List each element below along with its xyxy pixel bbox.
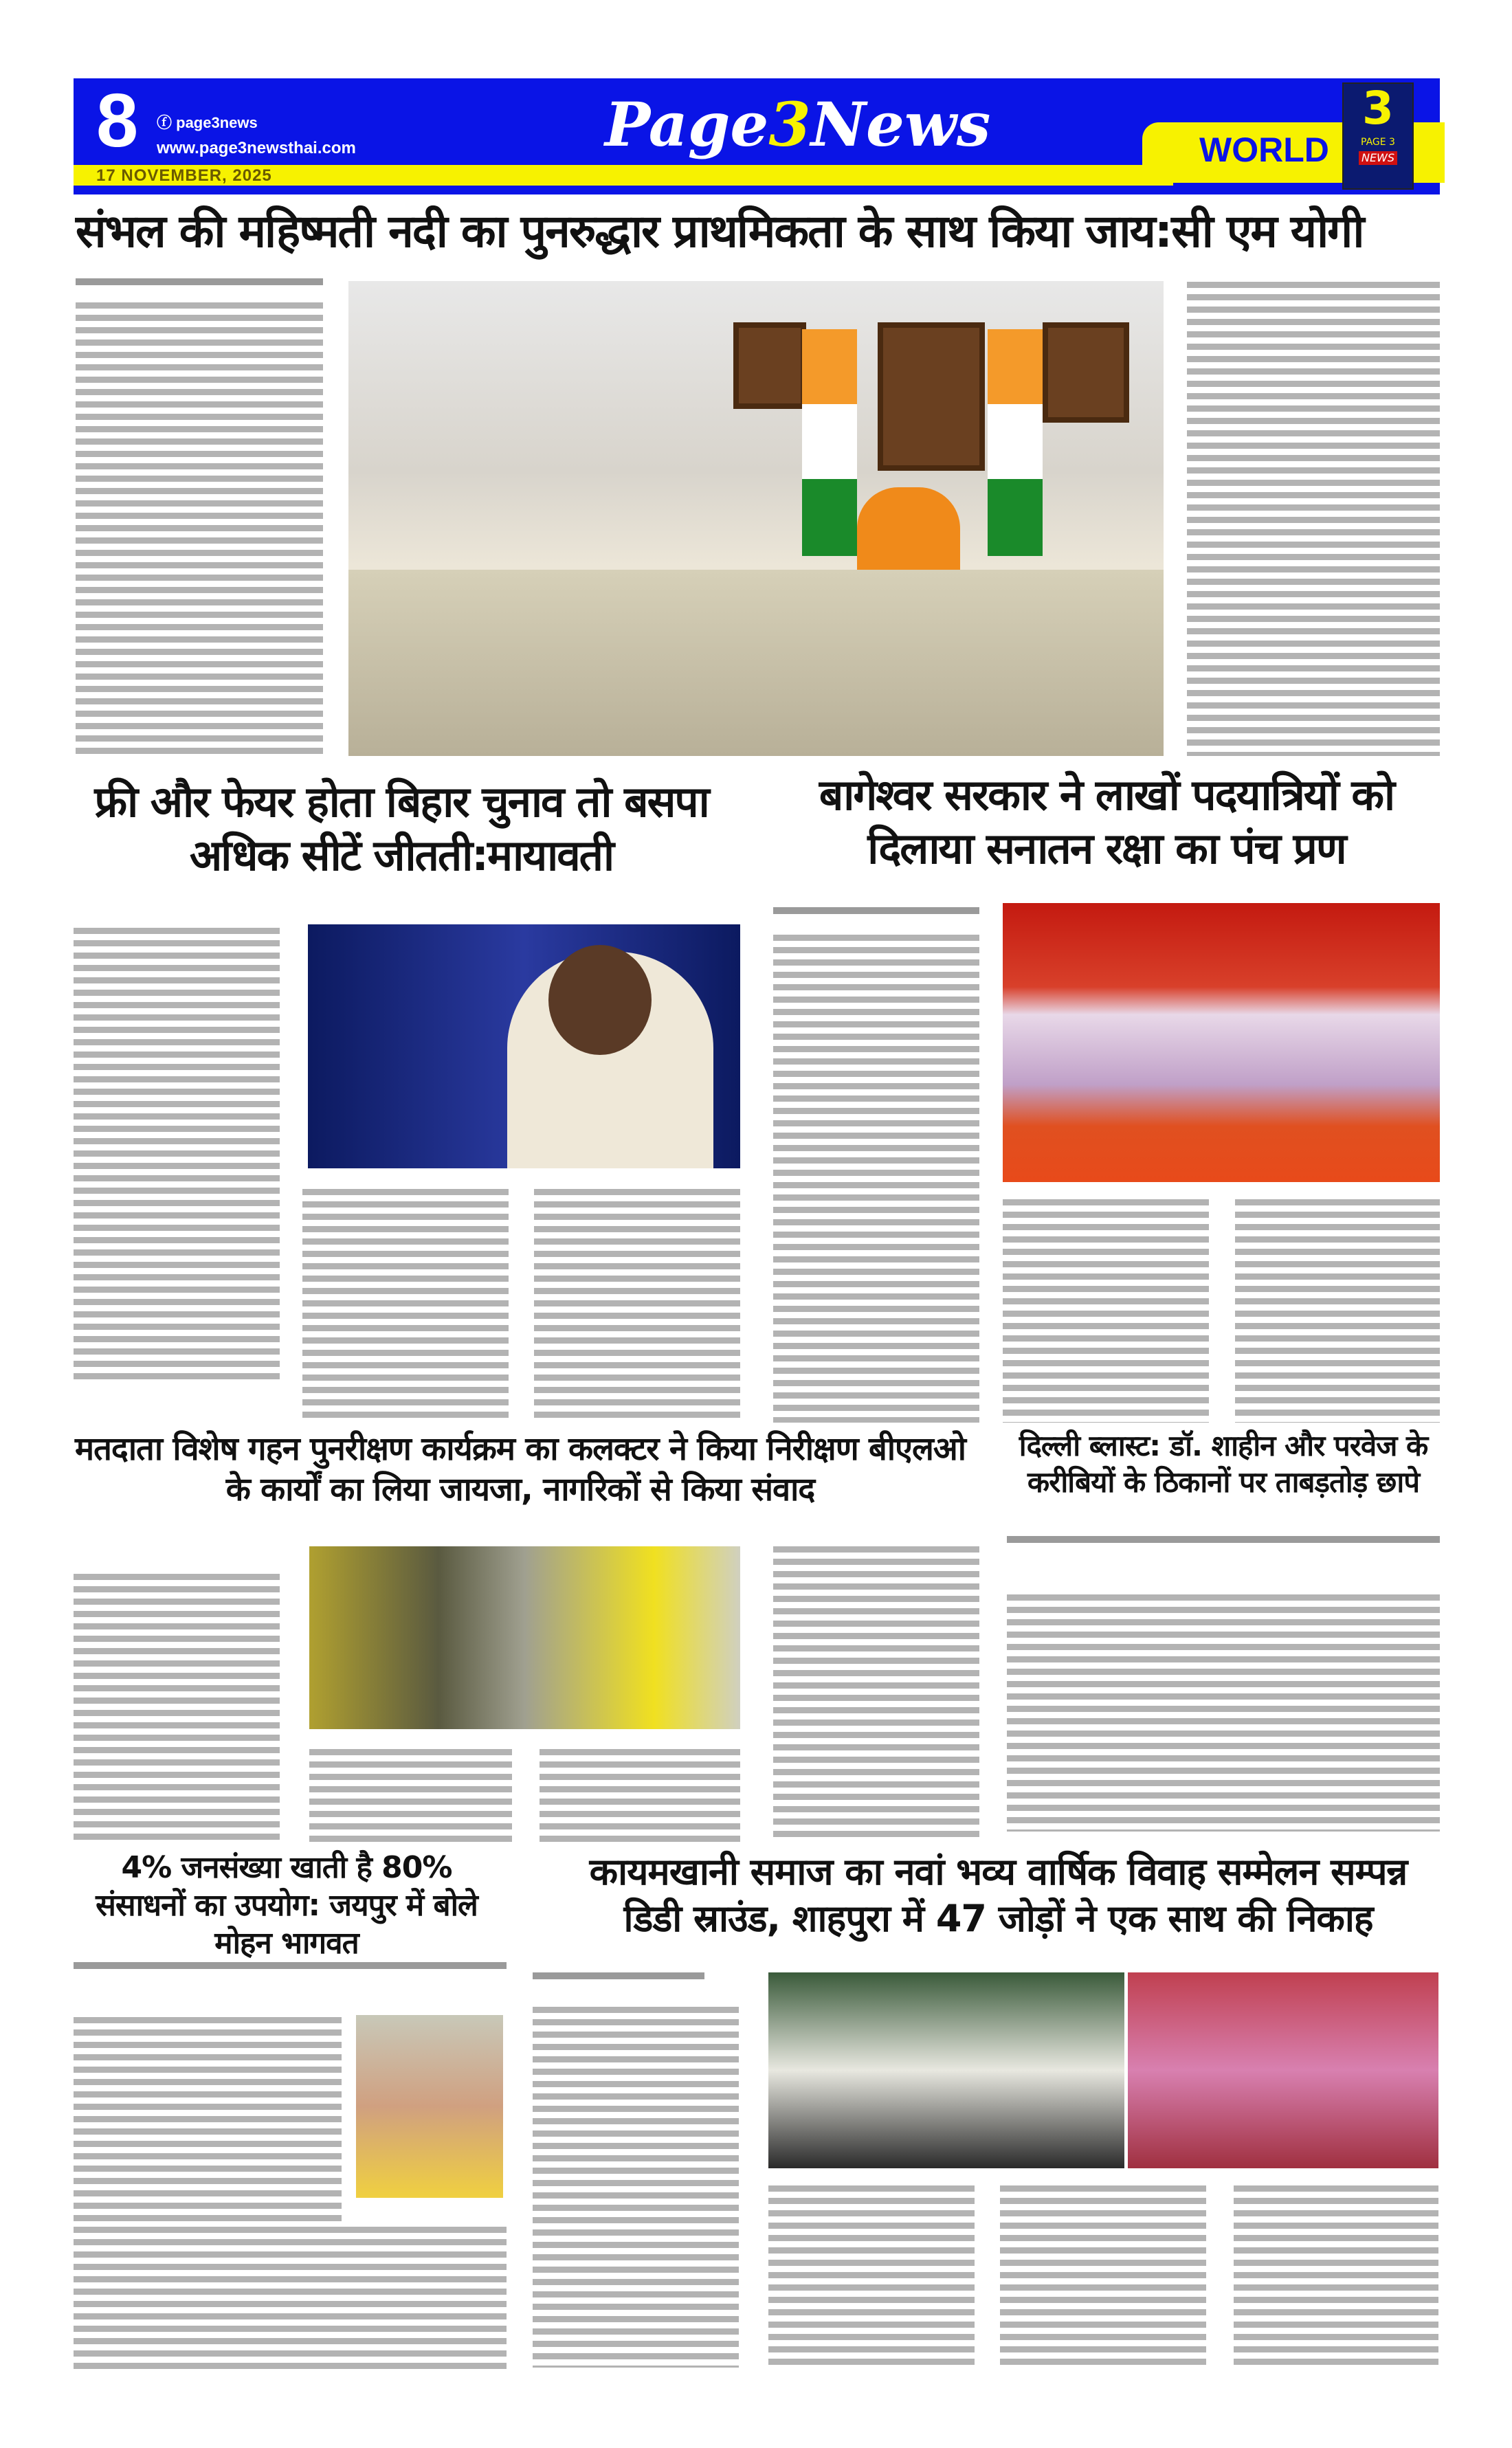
story-photo [1128,1972,1438,2168]
story-text-column [1235,1199,1440,1423]
story-text-column [768,2185,975,2368]
story-headline: फ्री और फेयर होता बिहार चुनाव तो बसपा अधिक सीटें जीतती:मायावती [94,777,709,880]
story-headline: बागेश्वर सरकार ने लाखों पदयात्रियों को दिलाया सनातन रक्षा का पंच प्रण [819,770,1394,874]
story-text-column [74,928,280,1381]
masthead-rule [74,190,1440,194]
badge-number: 3 [1362,82,1394,135]
story-text-column [74,1574,280,1842]
page-number: 8 [96,78,139,163]
story-text-column [1234,2185,1438,2368]
story-headline: दिल्ली ब्लास्ट: डॉ. शाहीन और परवेज के करीबियों के ठिकानों पर ताबड़तोड़ छापे [1019,1429,1428,1499]
story-text-column [533,2007,739,2368]
flag [802,329,857,556]
page3-badge-logo [1342,82,1414,190]
logo-part: 3 [768,89,811,160]
flag [988,329,1043,556]
story-text-column [773,1546,979,1842]
story-photo [308,924,740,1168]
story-text-column [534,1189,740,1423]
story-text-column [1003,1199,1209,1423]
logo-part: News [810,89,991,160]
section-label: WORLD [1199,131,1329,169]
story-text-column [309,1749,512,1842]
website-url: www.page3newsthai.com [157,139,356,157]
social-handle-text: page3news [176,114,258,131]
story-text-column [1007,1594,1440,1832]
facebook-icon: ⓕ [157,114,177,131]
byline [533,1972,704,1979]
byline [74,1962,507,1969]
story-headline: मतदाता विशेष गहन पुनरीक्षण कार्यक्रम का कलक्टर ने किया निरीक्षण बीएलओ के कार्यों का लिया जायजा, नागरिकों से किया संवाद [75,1430,966,1509]
badge-line: NEWS [1359,151,1397,165]
story-headline: कायमखानी समाज का नवां भव्य वार्षिक विवाह सम्मेलन सम्पन्न डिडी स्राउंड, शाहपुरा में 47 जोड़ों ने एक साथ की निकाह [589,1850,1408,1940]
story-text-column [74,2227,507,2374]
story-headline: संभल की महिष्मती नदी का पुनरुद्धार प्राथमिकता के साथ किया जाय:सी एम योगी [76,205,1364,258]
story-text-column [540,1749,740,1842]
byline [773,907,979,914]
conference-table [348,570,1164,756]
logo-part: Page [605,89,769,160]
portrait-frame [1043,322,1129,423]
issue-date: 17 NOVEMBER, 2025 [96,166,272,185]
portrait-frame [733,322,806,409]
story-text-column [302,1189,509,1423]
story-photo [356,2015,503,2198]
badge-line: PAGE 3 [1361,137,1395,148]
newspaper-logo [605,87,990,162]
social-handle [157,114,258,132]
byline [1007,1536,1440,1543]
story-photo [768,1972,1124,2168]
portrait-frame [878,322,985,471]
story-text-column [74,2017,342,2223]
story-photo [309,1546,740,1729]
story-text-column [1000,2185,1206,2368]
story-photo [1003,903,1440,1182]
byline [76,278,323,285]
story-text-column [1187,282,1440,756]
story-photo [348,281,1164,756]
story-headline: 4% जनसंख्या खाती है 80% संसाधनों का उपयोग: जयपुर में बोले मोहन भागवत [96,1850,478,1961]
story-text-column [76,302,323,756]
story-text-column [773,935,979,1423]
person-face [548,945,652,1055]
